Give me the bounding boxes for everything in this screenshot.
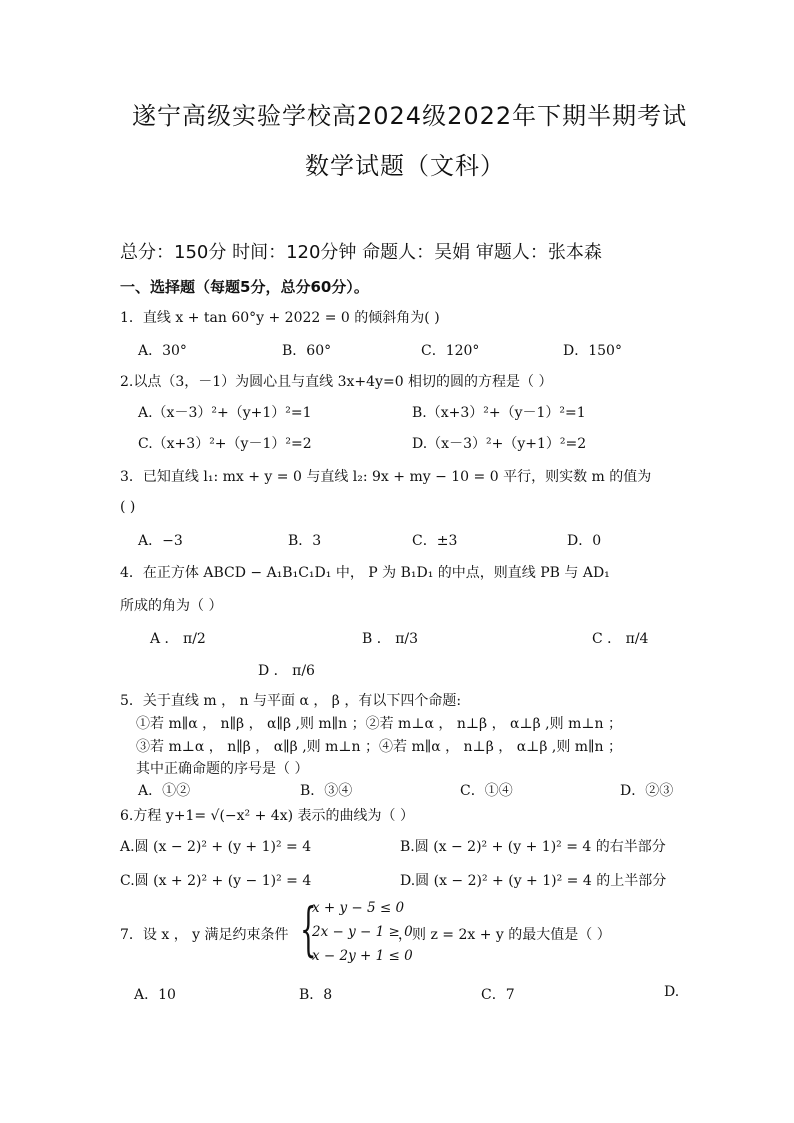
option-a: A.圆 (x − 2)² + (y + 1)² = 4: [120, 839, 312, 855]
question-stem: 2.以点（3，－1）为圆心且与直线 3x+4y=0 相切的圆的方程是（ ）: [120, 374, 553, 390]
option-c: C．①④: [460, 783, 513, 799]
question-stem-continued: ( ): [120, 499, 136, 515]
question-stem-continued: 所成的角为（ ）: [120, 598, 223, 614]
option-b: B ． π/3: [362, 631, 419, 647]
constraint-3: x − 2y + 1 ≤ 0: [312, 948, 413, 964]
option-a: A．①②: [138, 783, 191, 799]
option-d: D.: [664, 984, 680, 1000]
question-stem-prefix: 7．设 x ， y 满足约束条件: [120, 927, 289, 943]
option-c: C.圆 (x + 2)² + (y − 1)² = 4: [120, 873, 312, 889]
question-stem: 3．已知直线 l₁: mx + y = 0 与直线 l₂: 9x + my − 10 = 0 平行，则实数 m 的值为: [120, 469, 652, 485]
proposition-line-2: ③若 m⊥α ， n∥β ， α∥β ,则 m⊥n ；④若 m∥α ， n⊥β ， α⊥β ,则 m∥n ；: [136, 739, 622, 755]
option-d: D.圆 (x − 2)² + (y + 1)² = 4 的上半部分: [400, 873, 667, 889]
option-d: D ． π/6: [258, 663, 315, 679]
section-heading: 一、选择题（每题5分，总分60分）。: [120, 278, 369, 296]
option-b: B．8: [299, 987, 333, 1003]
option-d: D．0: [567, 533, 602, 549]
question-stem: 4．在正方体 ABCD − A₁B₁C₁D₁ 中， P 为 B₁D₁ 的中点，则直线 PB 与 AD₁: [120, 565, 610, 581]
option-b: B．③④: [300, 783, 353, 799]
constraint-2: 2x − y − 1 ≥ 0: [312, 924, 413, 940]
question-stem: 6.方程 y+1= √(−x² + 4x) 表示的曲线为（ ）: [120, 808, 414, 824]
option-a: A ． π/2: [150, 631, 206, 647]
exam-subtitle: 数学试题（文科）: [305, 152, 505, 180]
option-a: A．10: [134, 987, 176, 1003]
option-c: C ． π/4: [592, 631, 649, 647]
option-c: C．±3: [412, 533, 458, 549]
proposition-line-1: ①若 m∥α ， n∥β ， α∥β ,则 m∥n ；②若 m⊥α ， n⊥β ， α⊥β ,则 m⊥n ；: [136, 716, 622, 732]
question-stem: 5．关于直线 m ， n 与平面 α ， β ，有以下四个命题:: [120, 693, 462, 709]
option-a: A．−3: [138, 533, 183, 549]
question-stem-suffix: ，则 z = 2x + y 的最大值是（ ）: [398, 927, 611, 943]
question-prompt: 其中正确命题的序号是（ ）: [136, 761, 309, 777]
option-b: B.圆 (x − 2)² + (y + 1)² = 4 的右半部分: [400, 839, 666, 855]
option-b: B．3: [288, 533, 322, 549]
option-d: D．②③: [620, 783, 674, 799]
option-c: C.（x+3）²+（y－1）²=2: [138, 436, 312, 452]
option-b: B.（x+3）²+（y－1）²=1: [412, 405, 586, 421]
option-a: A.（x－3）²+（y+1）²=1: [138, 405, 312, 421]
system-brace: {: [300, 895, 317, 963]
question-stem: 1．直线 x + tan 60°y + 2022 = 0 的倾斜角为( ): [120, 310, 440, 326]
option-c: C．7: [481, 987, 515, 1003]
exam-info: 总分：150分 时间：120分钟 命题人：吴娟 审题人：张本森: [120, 242, 602, 263]
option-d: D．150°: [563, 343, 622, 359]
option-a: A．30°: [138, 343, 187, 359]
option-b: B．60°: [282, 343, 332, 359]
option-c: C．120°: [421, 343, 480, 359]
option-d: D.（x－3）²+（y+1）²=2: [412, 436, 587, 452]
exam-title: 遂宁高级实验学校高2024级2022年下期半期考试: [132, 102, 688, 130]
constraint-1: x + y − 5 ≤ 0: [312, 900, 405, 916]
